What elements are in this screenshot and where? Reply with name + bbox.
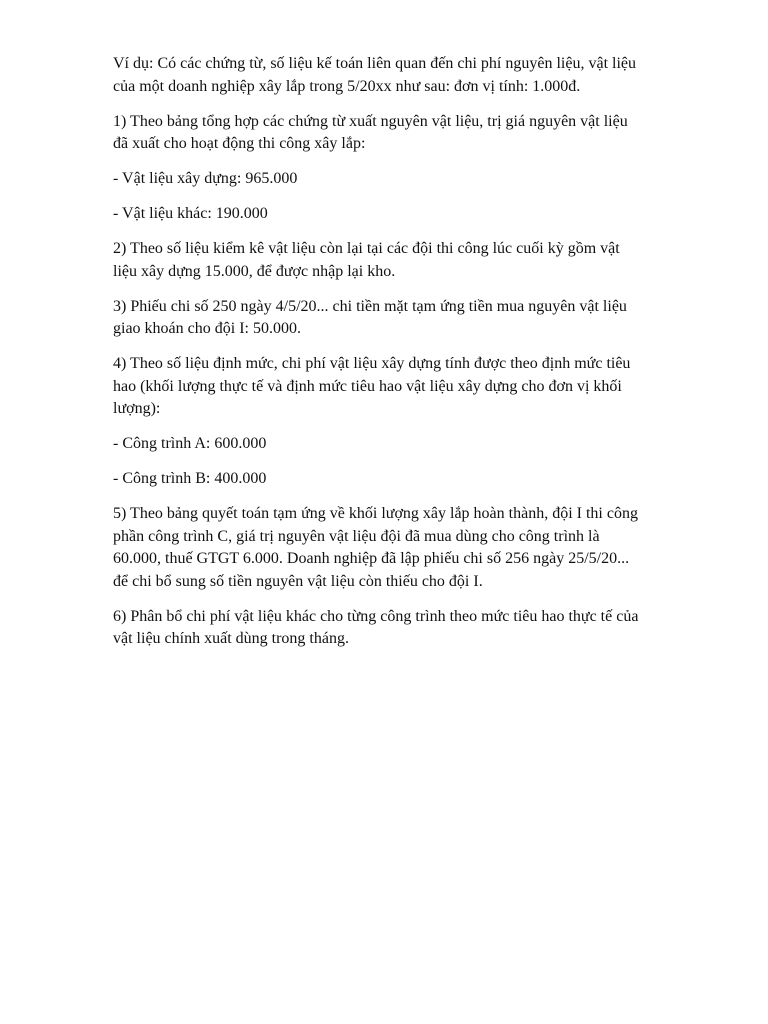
item-1-other-materials: - Vật liệu khác: 190.000: [113, 205, 268, 222]
item-4-paragraph: 4) Theo số liệu định mức, chi phí vật liệu xây dựng tính được theo định mức tiêu hao (khối lượng thực tế và định mức tiêu hao vật liệu xây dựng cho đơn vị khối lượng):: [113, 355, 631, 417]
item-5-paragraph: 5) Theo bảng quyết toán tạm ứng về khối lượng xây lắp hoàn thành, đội I thi công phần công trình C, giá trị nguyên vật liệu đội đã mua dùng cho công trình là 60.000, thuế GTGT 6.000. Doanh nghiệp đã lập phiếu chi số 256 ngày 25/5/20... để chi bổ sung số tiền nguyên vật liệu còn thiếu cho đội I.: [113, 505, 638, 590]
item-4-project-a: - Công trình A: 600.000: [113, 435, 267, 452]
item-2-paragraph: 2) Theo số liệu kiểm kê vật liệu còn lại tại các đội thi công lúc cuối kỳ gồm vật liệu xây dựng 15.000, để được nhập lại kho.: [113, 240, 620, 280]
item-1-construction-materials: - Vật liệu xây dựng: 965.000: [113, 170, 298, 187]
item-1-paragraph: 1) Theo bảng tổng hợp các chứng từ xuất nguyên vật liệu, trị giá nguyên vật liệu đã xuất cho hoạt động thi công xây lắp:: [113, 112, 628, 152]
item-4-project-b: - Công trình B: 400.000: [113, 470, 267, 487]
intro-paragraph: Ví dụ: Có các chứng từ, số liệu kế toán liên quan đến chi phí nguyên liệu, vật liệu của một doanh nghiệp xây lắp trong 5/20xx như sau: đơn vị tính: 1.000đ.: [113, 55, 636, 95]
item-6-paragraph: 6) Phân bổ chi phí vật liệu khác cho từng công trình theo mức tiêu hao thực tế của vật liệu chính xuất dùng trong tháng.: [113, 607, 639, 647]
document-page: [113, 53, 658, 663]
item-3-paragraph: 3) Phiếu chi số 250 ngày 4/5/20... chi tiền mặt tạm ứng tiền mua nguyên vật liệu giao khoán cho đội I: 50.000.: [113, 297, 627, 337]
